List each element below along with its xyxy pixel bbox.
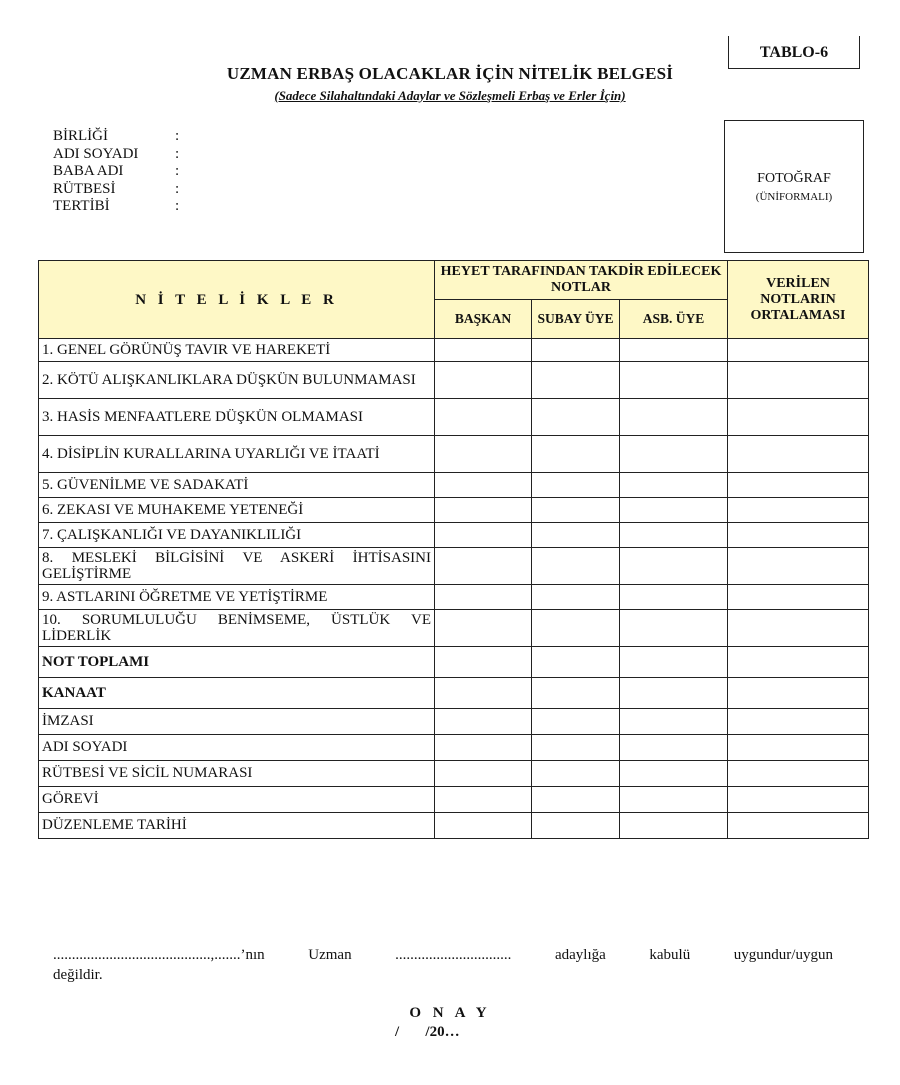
approval-statement xyxy=(53,945,833,985)
footer-cell[interactable] xyxy=(620,787,728,813)
item-label: 1. GENEL GÖRÜNÜŞ TAVIR VE HAREKETİ xyxy=(39,339,435,362)
date-row xyxy=(39,813,869,839)
table-row xyxy=(39,339,869,362)
score-cell[interactable] xyxy=(620,436,728,473)
table-row xyxy=(39,610,869,647)
info-row-birlik xyxy=(53,128,187,146)
score-cell[interactable] xyxy=(620,339,728,362)
info-colon: : xyxy=(175,198,180,214)
score-cell[interactable] xyxy=(435,610,532,647)
kanaat-row xyxy=(39,678,869,709)
average-cell[interactable] xyxy=(728,548,869,585)
average-cell[interactable] xyxy=(728,339,869,362)
average-cell[interactable] xyxy=(728,498,869,523)
footer-cell[interactable] xyxy=(620,761,728,787)
info-colon: : xyxy=(175,128,180,144)
score-cell[interactable] xyxy=(532,339,620,362)
info-label: TERTİBİ xyxy=(53,198,110,214)
score-cell[interactable] xyxy=(532,678,620,709)
statement-blank-name: ..........................................,.......’nın xyxy=(53,947,265,963)
score-cell[interactable] xyxy=(620,523,728,548)
footer-cell[interactable] xyxy=(728,813,869,839)
average-cell[interactable] xyxy=(728,399,869,436)
item-label: 10. SORUMLULUĞU BENİMSEME, ÜSTLÜK VE LİDERLİK xyxy=(39,610,435,647)
footer-label: ADI SOYADI xyxy=(39,735,435,761)
item-label: 8. MESLEKİ BİLGİSİNİ VE ASKERİ İHTİSASINI GELİŞTİRME xyxy=(39,548,435,585)
info-row-rutbesi xyxy=(53,181,187,199)
header-subay: SUBAY ÜYE xyxy=(532,300,620,339)
average-cell[interactable] xyxy=(728,610,869,647)
table-row xyxy=(39,436,869,473)
page-subtitle: (Sadece Silahaltındaki Adaylar ve Sözleşmeli Erbaş ve Erler İçin) xyxy=(274,88,626,103)
score-cell[interactable] xyxy=(435,678,532,709)
header-row xyxy=(39,261,869,300)
footer-label: DÜZENLEME TARİHİ xyxy=(39,813,435,839)
table-row xyxy=(39,399,869,436)
info-colon: : xyxy=(175,163,180,179)
score-cell[interactable] xyxy=(435,498,532,523)
footer-label: İMZASI xyxy=(39,709,435,735)
statement-word: adaylığa xyxy=(554,947,606,963)
footer-cell[interactable] xyxy=(728,787,869,813)
footer-cell[interactable] xyxy=(728,709,869,735)
footer-label: GÖREVİ xyxy=(39,787,435,813)
statement-word: Uzman xyxy=(308,947,352,963)
score-cell[interactable] xyxy=(620,399,728,436)
footer-cell[interactable] xyxy=(435,787,532,813)
qualifications-table xyxy=(38,260,869,839)
item-label: 9. ASTLARINI ÖĞRETME VE YETİŞTİRME xyxy=(39,585,435,610)
info-colon: : xyxy=(175,180,180,197)
statement-line-1 xyxy=(53,945,833,965)
average-cell[interactable] xyxy=(728,523,869,548)
score-cell[interactable] xyxy=(435,436,532,473)
footer-cell[interactable] xyxy=(532,787,620,813)
table-row xyxy=(39,523,869,548)
footer-cell[interactable] xyxy=(620,709,728,735)
footer-cell[interactable] xyxy=(620,813,728,839)
table-row xyxy=(39,362,869,399)
info-fields xyxy=(53,128,187,216)
table-row xyxy=(39,473,869,498)
average-cell[interactable] xyxy=(728,585,869,610)
signature-row xyxy=(39,709,869,735)
onay-heading: O N A Y xyxy=(409,1005,491,1021)
footer-cell[interactable] xyxy=(728,735,869,761)
score-cell[interactable] xyxy=(620,610,728,647)
footer-cell[interactable] xyxy=(435,813,532,839)
info-colon: : xyxy=(175,145,180,162)
score-cell[interactable] xyxy=(532,610,620,647)
footer-cell[interactable] xyxy=(532,709,620,735)
photo-note: (ÜNİFORMALI) xyxy=(755,191,833,203)
score-cell[interactable] xyxy=(435,399,532,436)
score-cell[interactable] xyxy=(532,498,620,523)
footer-cell[interactable] xyxy=(620,735,728,761)
statement-word: uygundur/uygun xyxy=(733,947,833,963)
footer-cell[interactable] xyxy=(728,761,869,787)
footer-cell[interactable] xyxy=(532,813,620,839)
average-cell[interactable] xyxy=(728,473,869,498)
header-heyet: HEYET TARAFINDAN TAKDİR EDİLECEK NOTLAR xyxy=(435,261,728,300)
info-row-tertibi xyxy=(53,198,187,216)
footer-cell[interactable] xyxy=(435,709,532,735)
average-cell[interactable] xyxy=(728,647,869,678)
tablo-label: TABLO-6 xyxy=(728,36,860,69)
statement-line-2: değildir. xyxy=(53,967,103,983)
average-cell[interactable] xyxy=(728,362,869,399)
score-cell[interactable] xyxy=(620,548,728,585)
score-cell[interactable] xyxy=(532,362,620,399)
score-cell[interactable] xyxy=(435,339,532,362)
info-label: BABA ADI xyxy=(53,163,124,179)
header-asb: ASB. ÜYE xyxy=(620,300,728,339)
score-cell[interactable] xyxy=(620,362,728,399)
item-label: 4. DİSİPLİN KURALLARINA UYARLIĞI VE İTAATİ xyxy=(39,436,435,473)
score-cell[interactable] xyxy=(532,523,620,548)
item-label: 3. HASİS MENFAATLERE DÜŞKÜN OLMAMASI xyxy=(39,399,435,436)
score-cell[interactable] xyxy=(620,678,728,709)
not-toplami-row xyxy=(39,647,869,678)
score-cell[interactable] xyxy=(620,473,728,498)
item-label: 5. GÜVENİLME VE SADAKATİ xyxy=(39,473,435,498)
footer-label: RÜTBESİ VE SİCİL NUMARASI xyxy=(39,761,435,787)
score-cell[interactable] xyxy=(532,473,620,498)
header-nitelikler: N İ T E L İ K L E R xyxy=(39,261,435,339)
score-cell[interactable] xyxy=(620,585,728,610)
score-cell[interactable] xyxy=(532,585,620,610)
item-label: 2. KÖTÜ ALIŞKANLIKLARA DÜŞKÜN BULUNMAMASI xyxy=(39,362,435,399)
photo-box xyxy=(724,120,864,253)
score-cell[interactable] xyxy=(435,585,532,610)
header-baskan: BAŞKAN xyxy=(435,300,532,339)
footer-cell[interactable] xyxy=(435,761,532,787)
statement-word: kabulü xyxy=(649,947,691,963)
info-row-baba-adi xyxy=(53,163,187,181)
header-ortalama: VERİLEN NOTLARIN ORTALAMASI xyxy=(728,261,869,339)
page-title: UZMAN ERBAŞ OLACAKLAR İÇİN NİTELİK BELGESİ xyxy=(226,64,674,83)
statement-blank-branch: ............................... xyxy=(395,947,512,963)
table-row xyxy=(39,585,869,610)
footer-cell[interactable] xyxy=(532,735,620,761)
score-cell[interactable] xyxy=(620,498,728,523)
score-cell[interactable] xyxy=(435,647,532,678)
score-cell[interactable] xyxy=(435,362,532,399)
info-row-adi-soyadi xyxy=(53,146,187,164)
footer-cell[interactable] xyxy=(532,761,620,787)
info-label: BİRLİĞİ xyxy=(53,128,108,144)
score-cell[interactable] xyxy=(532,399,620,436)
average-cell[interactable] xyxy=(728,678,869,709)
not-toplami-label: NOT TOPLAMI xyxy=(39,647,435,678)
score-cell[interactable] xyxy=(620,647,728,678)
score-cell[interactable] xyxy=(435,523,532,548)
rank-row xyxy=(39,761,869,787)
duty-row xyxy=(39,787,869,813)
score-cell[interactable] xyxy=(435,548,532,585)
photo-label: FOTOĞRAF xyxy=(757,171,831,186)
score-cell[interactable] xyxy=(532,548,620,585)
kanaat-label: KANAAT xyxy=(39,678,435,709)
info-label: ADI SOYADI xyxy=(53,145,139,162)
item-label: 7. ÇALIŞKANLIĞI VE DAYANIKLILIĞI xyxy=(39,523,435,548)
score-cell[interactable] xyxy=(435,473,532,498)
footer-cell[interactable] xyxy=(435,735,532,761)
table-row xyxy=(39,498,869,523)
score-cell[interactable] xyxy=(532,647,620,678)
table-row xyxy=(39,548,869,585)
item-label: 6. ZEKASI VE MUHAKEME YETENEĞİ xyxy=(39,498,435,523)
average-cell[interactable] xyxy=(728,436,869,473)
name-row xyxy=(39,735,869,761)
onay-date: / /20… xyxy=(395,1024,460,1040)
score-cell[interactable] xyxy=(532,436,620,473)
info-label: RÜTBESİ xyxy=(53,180,116,197)
